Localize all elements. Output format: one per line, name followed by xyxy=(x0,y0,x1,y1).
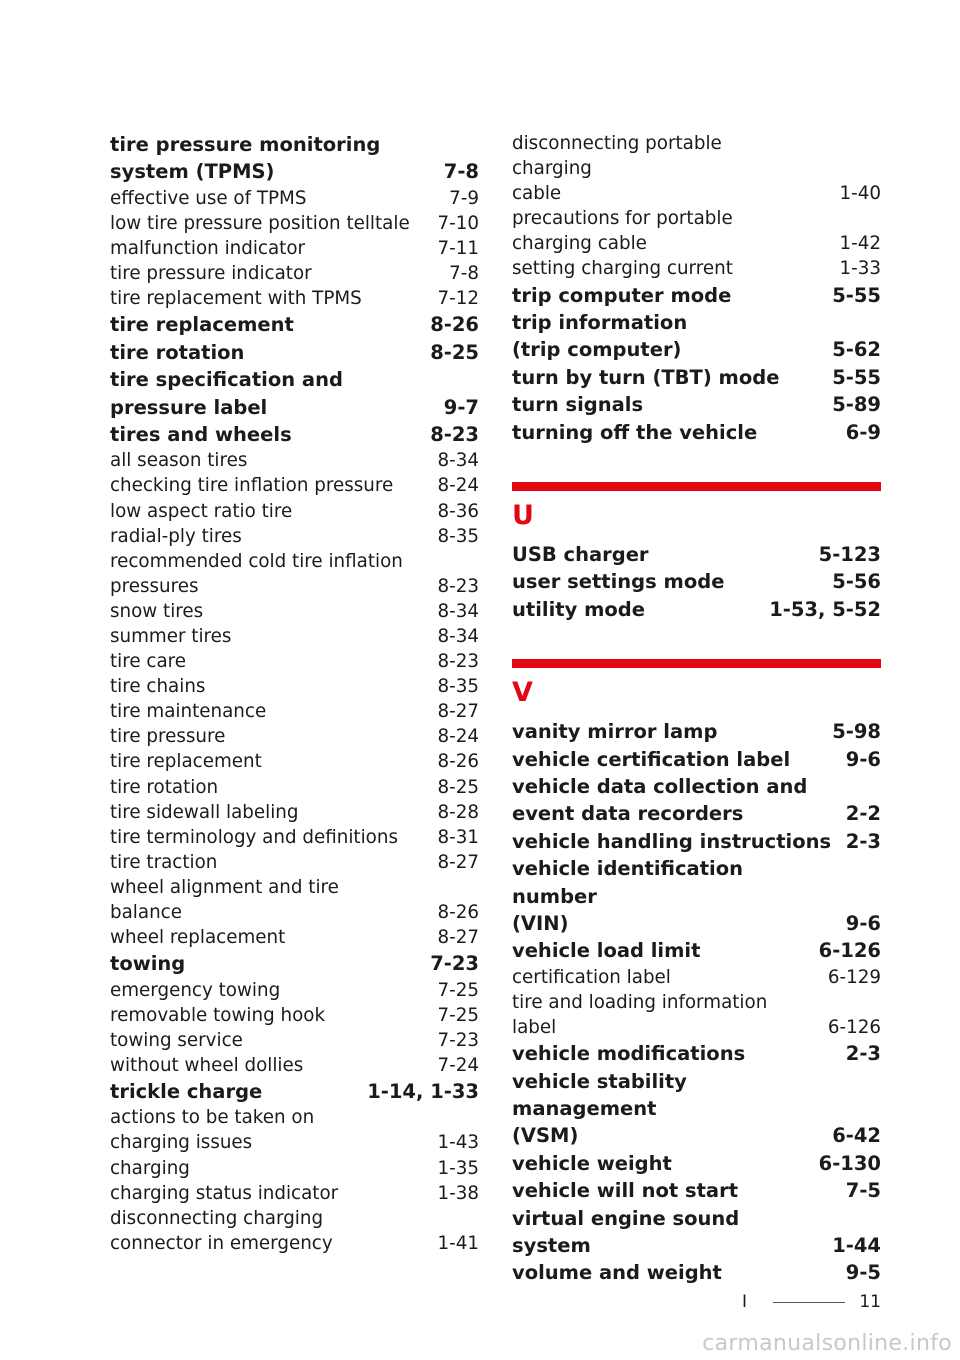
entry-page-ref: 8-34 xyxy=(437,450,479,472)
entry-page-ref: 6-42 xyxy=(832,1124,881,1148)
entry-term: charging status indicator xyxy=(110,1182,339,1204)
index-subentry xyxy=(110,775,479,800)
entry-page-ref: 7-11 xyxy=(437,238,479,259)
entry-page-ref: 8-34 xyxy=(437,625,479,647)
entry-term: vehicle load limit xyxy=(512,939,701,963)
entry-page-ref: 9-7 xyxy=(443,395,479,419)
entry-term: disconnecting charging connector in emergency xyxy=(110,1207,333,1254)
entry-page-ref: 9-6 xyxy=(845,747,881,771)
entry-term: tire pressure monitoring system (TPMS) xyxy=(110,133,381,184)
entry-page-ref: 5-55 xyxy=(832,283,881,307)
entry-term: vehicle will not start xyxy=(512,1179,739,1203)
entry-page-ref: 5-89 xyxy=(832,393,881,417)
index-entry xyxy=(110,311,479,338)
entry-term: recommended cold tire inflation pressures xyxy=(110,550,403,597)
index-subentry xyxy=(110,674,479,699)
entry-page-ref: 1-43 xyxy=(437,1132,479,1154)
entry-page-ref: 8-28 xyxy=(437,801,479,823)
entry-page-ref: 2-3 xyxy=(845,1042,881,1066)
index-subentry xyxy=(110,649,479,674)
entry-term: tire replacement xyxy=(110,751,262,773)
entry-page-ref: 8-27 xyxy=(437,851,479,873)
entry-page-ref: 6-130 xyxy=(818,1151,881,1175)
entry-page-ref: 7-23 xyxy=(437,1029,479,1051)
entry-term: radial-ply tires xyxy=(110,525,242,547)
entry-term: all season tires xyxy=(110,450,248,472)
entry-term: trickle charge xyxy=(110,1079,263,1103)
entry-term: tire sidewall labeling xyxy=(110,801,299,823)
entry-page-ref: 8-31 xyxy=(437,826,479,848)
index-subentry xyxy=(512,256,881,281)
entry-term: tire and loading information label xyxy=(512,991,768,1039)
index-subentry xyxy=(110,925,479,950)
entry-page-ref: 6-129 xyxy=(827,966,881,988)
entry-term: turning off the vehicle xyxy=(512,420,758,444)
entry-term: trip computer mode xyxy=(512,283,732,307)
entry-page-ref: 1-33 xyxy=(839,258,881,280)
index-subentry xyxy=(512,131,881,206)
entry-page-ref: 5-123 xyxy=(818,543,881,566)
index-entry xyxy=(110,339,479,366)
index-entry xyxy=(512,419,881,446)
entry-term: removable towing hook xyxy=(110,1004,326,1026)
index-subentry xyxy=(110,1181,479,1206)
entry-term: tire rotation xyxy=(110,340,245,364)
index-entry xyxy=(512,773,881,828)
entry-term: low tire pressure position telltale xyxy=(110,212,410,234)
index-subentry xyxy=(110,800,479,825)
entry-term: towing xyxy=(110,952,186,976)
entry-term: precautions for portable charging cable xyxy=(512,208,733,255)
entry-term: trip information (trip computer) xyxy=(512,310,688,362)
index-subentry xyxy=(512,990,881,1040)
index-column-left xyxy=(110,131,479,1256)
entry-page-ref: 8-24 xyxy=(437,726,479,748)
index-entry xyxy=(512,1205,881,1260)
page-number: 11 xyxy=(859,1292,881,1312)
entry-page-ref: 9-6 xyxy=(845,912,881,936)
entry-term: tire specification and pressure label xyxy=(110,368,343,419)
index-subentry xyxy=(110,850,479,875)
entry-term: malfunction indicator xyxy=(110,238,306,259)
entry-term: user settings mode xyxy=(512,570,725,594)
index-subentry xyxy=(110,448,479,473)
entry-page-ref: 8-27 xyxy=(437,927,479,949)
index-subentry xyxy=(110,749,479,774)
footer-section-letter: I xyxy=(742,1292,748,1312)
entry-page-ref: 1-42 xyxy=(839,233,881,255)
entry-term: vehicle certification label xyxy=(512,747,791,771)
entry-page-ref: 7-9 xyxy=(449,187,479,209)
entry-page-ref: 5-62 xyxy=(832,338,881,362)
entry-term: tire terminology and definitions xyxy=(110,826,398,848)
index-subentry xyxy=(110,875,479,925)
entry-term: tire traction xyxy=(110,851,218,873)
entry-page-ref: 2-3 xyxy=(845,829,881,853)
entry-term: certification label xyxy=(512,966,671,988)
index-subentry xyxy=(512,965,881,990)
index-entry xyxy=(512,1259,881,1286)
footer-divider xyxy=(773,1302,845,1303)
section-divider-bar xyxy=(512,482,881,491)
index-entry xyxy=(512,1150,881,1177)
index-subentry xyxy=(110,624,479,649)
entry-page-ref: 7-10 xyxy=(437,212,479,234)
index-subentry xyxy=(110,1053,479,1078)
index-subentry xyxy=(110,699,479,724)
index-subentry xyxy=(110,499,479,524)
index-entry xyxy=(512,855,881,937)
entry-term: disconnecting portable charging cable xyxy=(512,133,722,205)
entry-page-ref: 8-23 xyxy=(430,422,479,446)
entry-page-ref: 1-53, 5-52 xyxy=(769,597,881,621)
entry-page-ref: 8-25 xyxy=(437,776,479,798)
entry-term: tire replacement with TPMS xyxy=(110,288,362,310)
entry-term: vanity mirror lamp xyxy=(512,720,718,744)
index-entry xyxy=(110,366,479,421)
watermark: carmanualsonline.info xyxy=(702,1331,952,1356)
entry-page-ref: 8-36 xyxy=(437,500,479,522)
entry-page-ref: 9-5 xyxy=(845,1261,881,1285)
entry-term: wheel replacement xyxy=(110,927,286,949)
entry-page-ref: 7-24 xyxy=(437,1054,479,1076)
index-entry xyxy=(110,131,479,186)
entry-page-ref: 1-38 xyxy=(437,1182,479,1204)
index-subentry xyxy=(110,286,479,311)
entry-page-ref: 5-98 xyxy=(832,720,881,744)
entry-page-ref: 8-23 xyxy=(437,575,479,597)
entry-page-ref: 5-56 xyxy=(832,570,881,594)
entry-page-ref: 6-126 xyxy=(827,1017,881,1039)
entry-page-ref: 7-23 xyxy=(430,952,479,976)
index-subentry xyxy=(110,186,479,211)
entry-page-ref: 8-27 xyxy=(437,701,479,723)
entry-term: vehicle stability management (VSM) xyxy=(512,1069,687,1148)
entry-page-ref: 7-12 xyxy=(437,288,479,310)
entry-term: volume and weight xyxy=(512,1261,722,1285)
index-subentry xyxy=(110,473,479,498)
index-entry xyxy=(110,950,479,977)
index-subentry xyxy=(110,549,479,599)
section-letter: V xyxy=(512,677,533,709)
entry-page-ref: 6-126 xyxy=(818,939,881,963)
entry-term: vehicle handling instructions xyxy=(512,829,832,853)
index-entry xyxy=(110,1078,479,1105)
index-subentry xyxy=(110,825,479,850)
entry-term: tire care xyxy=(110,651,187,673)
index-subentry xyxy=(110,1105,479,1155)
index-subentry xyxy=(110,724,479,749)
entry-page-ref: 1-35 xyxy=(437,1157,479,1179)
index-subentry xyxy=(110,1156,479,1181)
index-entry xyxy=(512,282,881,309)
index-subentry xyxy=(110,1003,479,1028)
entry-page-ref: 7-25 xyxy=(437,1004,479,1026)
index-entry xyxy=(512,746,881,773)
entry-page-ref: 8-24 xyxy=(437,475,479,497)
index-subentry xyxy=(110,211,479,236)
index-subentry xyxy=(110,236,479,261)
entry-term: towing service xyxy=(110,1029,243,1051)
index-subentry xyxy=(110,261,479,286)
entry-page-ref: 6-9 xyxy=(845,420,881,444)
entry-term: tire pressure xyxy=(110,726,226,748)
index-section xyxy=(512,659,881,1287)
entry-page-ref: 8-34 xyxy=(437,600,479,622)
entry-page-ref: 1-40 xyxy=(839,183,881,205)
entry-term: turn signals xyxy=(512,393,644,417)
entry-page-ref: 7-5 xyxy=(845,1179,881,1203)
index-section xyxy=(512,482,881,623)
entry-term: low aspect ratio tire xyxy=(110,500,293,522)
index-subentry xyxy=(110,978,479,1003)
entry-term: turn by turn (TBT) mode xyxy=(512,365,780,389)
index-entry xyxy=(512,541,881,568)
entry-term: vehicle identification number (VIN) xyxy=(512,857,743,936)
index-entry xyxy=(512,391,881,418)
entry-term: USB charger xyxy=(512,543,649,566)
index-subentry xyxy=(110,1028,479,1053)
entry-page-ref: 8-35 xyxy=(437,525,479,547)
page-footer xyxy=(0,1290,960,1314)
entry-term: summer tires xyxy=(110,625,232,647)
entry-term: vehicle weight xyxy=(512,1151,672,1175)
index-subentry xyxy=(110,1206,479,1256)
index-entry xyxy=(512,309,881,364)
index-entry xyxy=(512,828,881,855)
index-entry xyxy=(512,718,881,745)
index-entry xyxy=(512,937,881,964)
index-subentry xyxy=(110,524,479,549)
index-column-right xyxy=(512,131,881,1287)
index-entry xyxy=(512,568,881,595)
entry-term: without wheel dollies xyxy=(110,1054,304,1076)
section-divider-bar xyxy=(512,659,881,668)
entry-term: setting charging current xyxy=(512,258,733,280)
entry-term: vehicle modifications xyxy=(512,1042,746,1066)
entry-term: tires and wheels xyxy=(110,422,292,446)
entry-term: tire maintenance xyxy=(110,701,267,723)
entry-page-ref: 8-35 xyxy=(437,676,479,698)
entry-term: tire pressure indicator xyxy=(110,263,312,285)
entry-page-ref: 1-41 xyxy=(437,1232,479,1254)
entry-term: checking tire inflation pressure xyxy=(110,475,394,497)
entry-page-ref: 8-23 xyxy=(437,651,479,673)
entry-term: utility mode xyxy=(512,597,645,621)
entry-term: tire rotation xyxy=(110,776,219,798)
index-entry xyxy=(512,1068,881,1150)
entry-page-ref: 8-25 xyxy=(430,340,479,364)
entry-page-ref: 8-26 xyxy=(437,902,479,923)
entry-term: charging xyxy=(110,1157,190,1179)
entry-term: emergency towing xyxy=(110,979,281,1001)
entry-term: wheel alignment and tire balance xyxy=(110,876,339,923)
entry-term: tire chains xyxy=(110,676,206,698)
entry-term: tire replacement xyxy=(110,313,294,337)
index-entry xyxy=(512,596,881,623)
index-entry xyxy=(512,364,881,391)
index-entry xyxy=(110,421,479,448)
entry-page-ref: 8-26 xyxy=(437,751,479,773)
entry-page-ref: 7-25 xyxy=(437,979,479,1001)
index-entry xyxy=(512,1040,881,1067)
entry-page-ref: 1-44 xyxy=(832,1234,881,1257)
entry-page-ref: 2-2 xyxy=(845,802,881,826)
entry-page-ref: 7-8 xyxy=(443,160,479,184)
index-subentry xyxy=(110,599,479,624)
section-letter: U xyxy=(512,500,534,531)
entry-term: effective use of TPMS xyxy=(110,187,307,209)
entry-page-ref: 8-26 xyxy=(430,313,479,337)
entry-term: vehicle data collection and event data recorders xyxy=(512,775,808,826)
index-entry xyxy=(512,1177,881,1204)
entry-page-ref: 1-14, 1-33 xyxy=(367,1079,479,1103)
entry-page-ref: 7-8 xyxy=(449,263,479,285)
entry-term: virtual engine sound system xyxy=(512,1206,740,1257)
entry-term: snow tires xyxy=(110,600,204,622)
entry-page-ref: 5-55 xyxy=(832,365,881,389)
entry-term: actions to be taken on charging issues xyxy=(110,1107,315,1154)
index-subentry xyxy=(512,206,881,256)
